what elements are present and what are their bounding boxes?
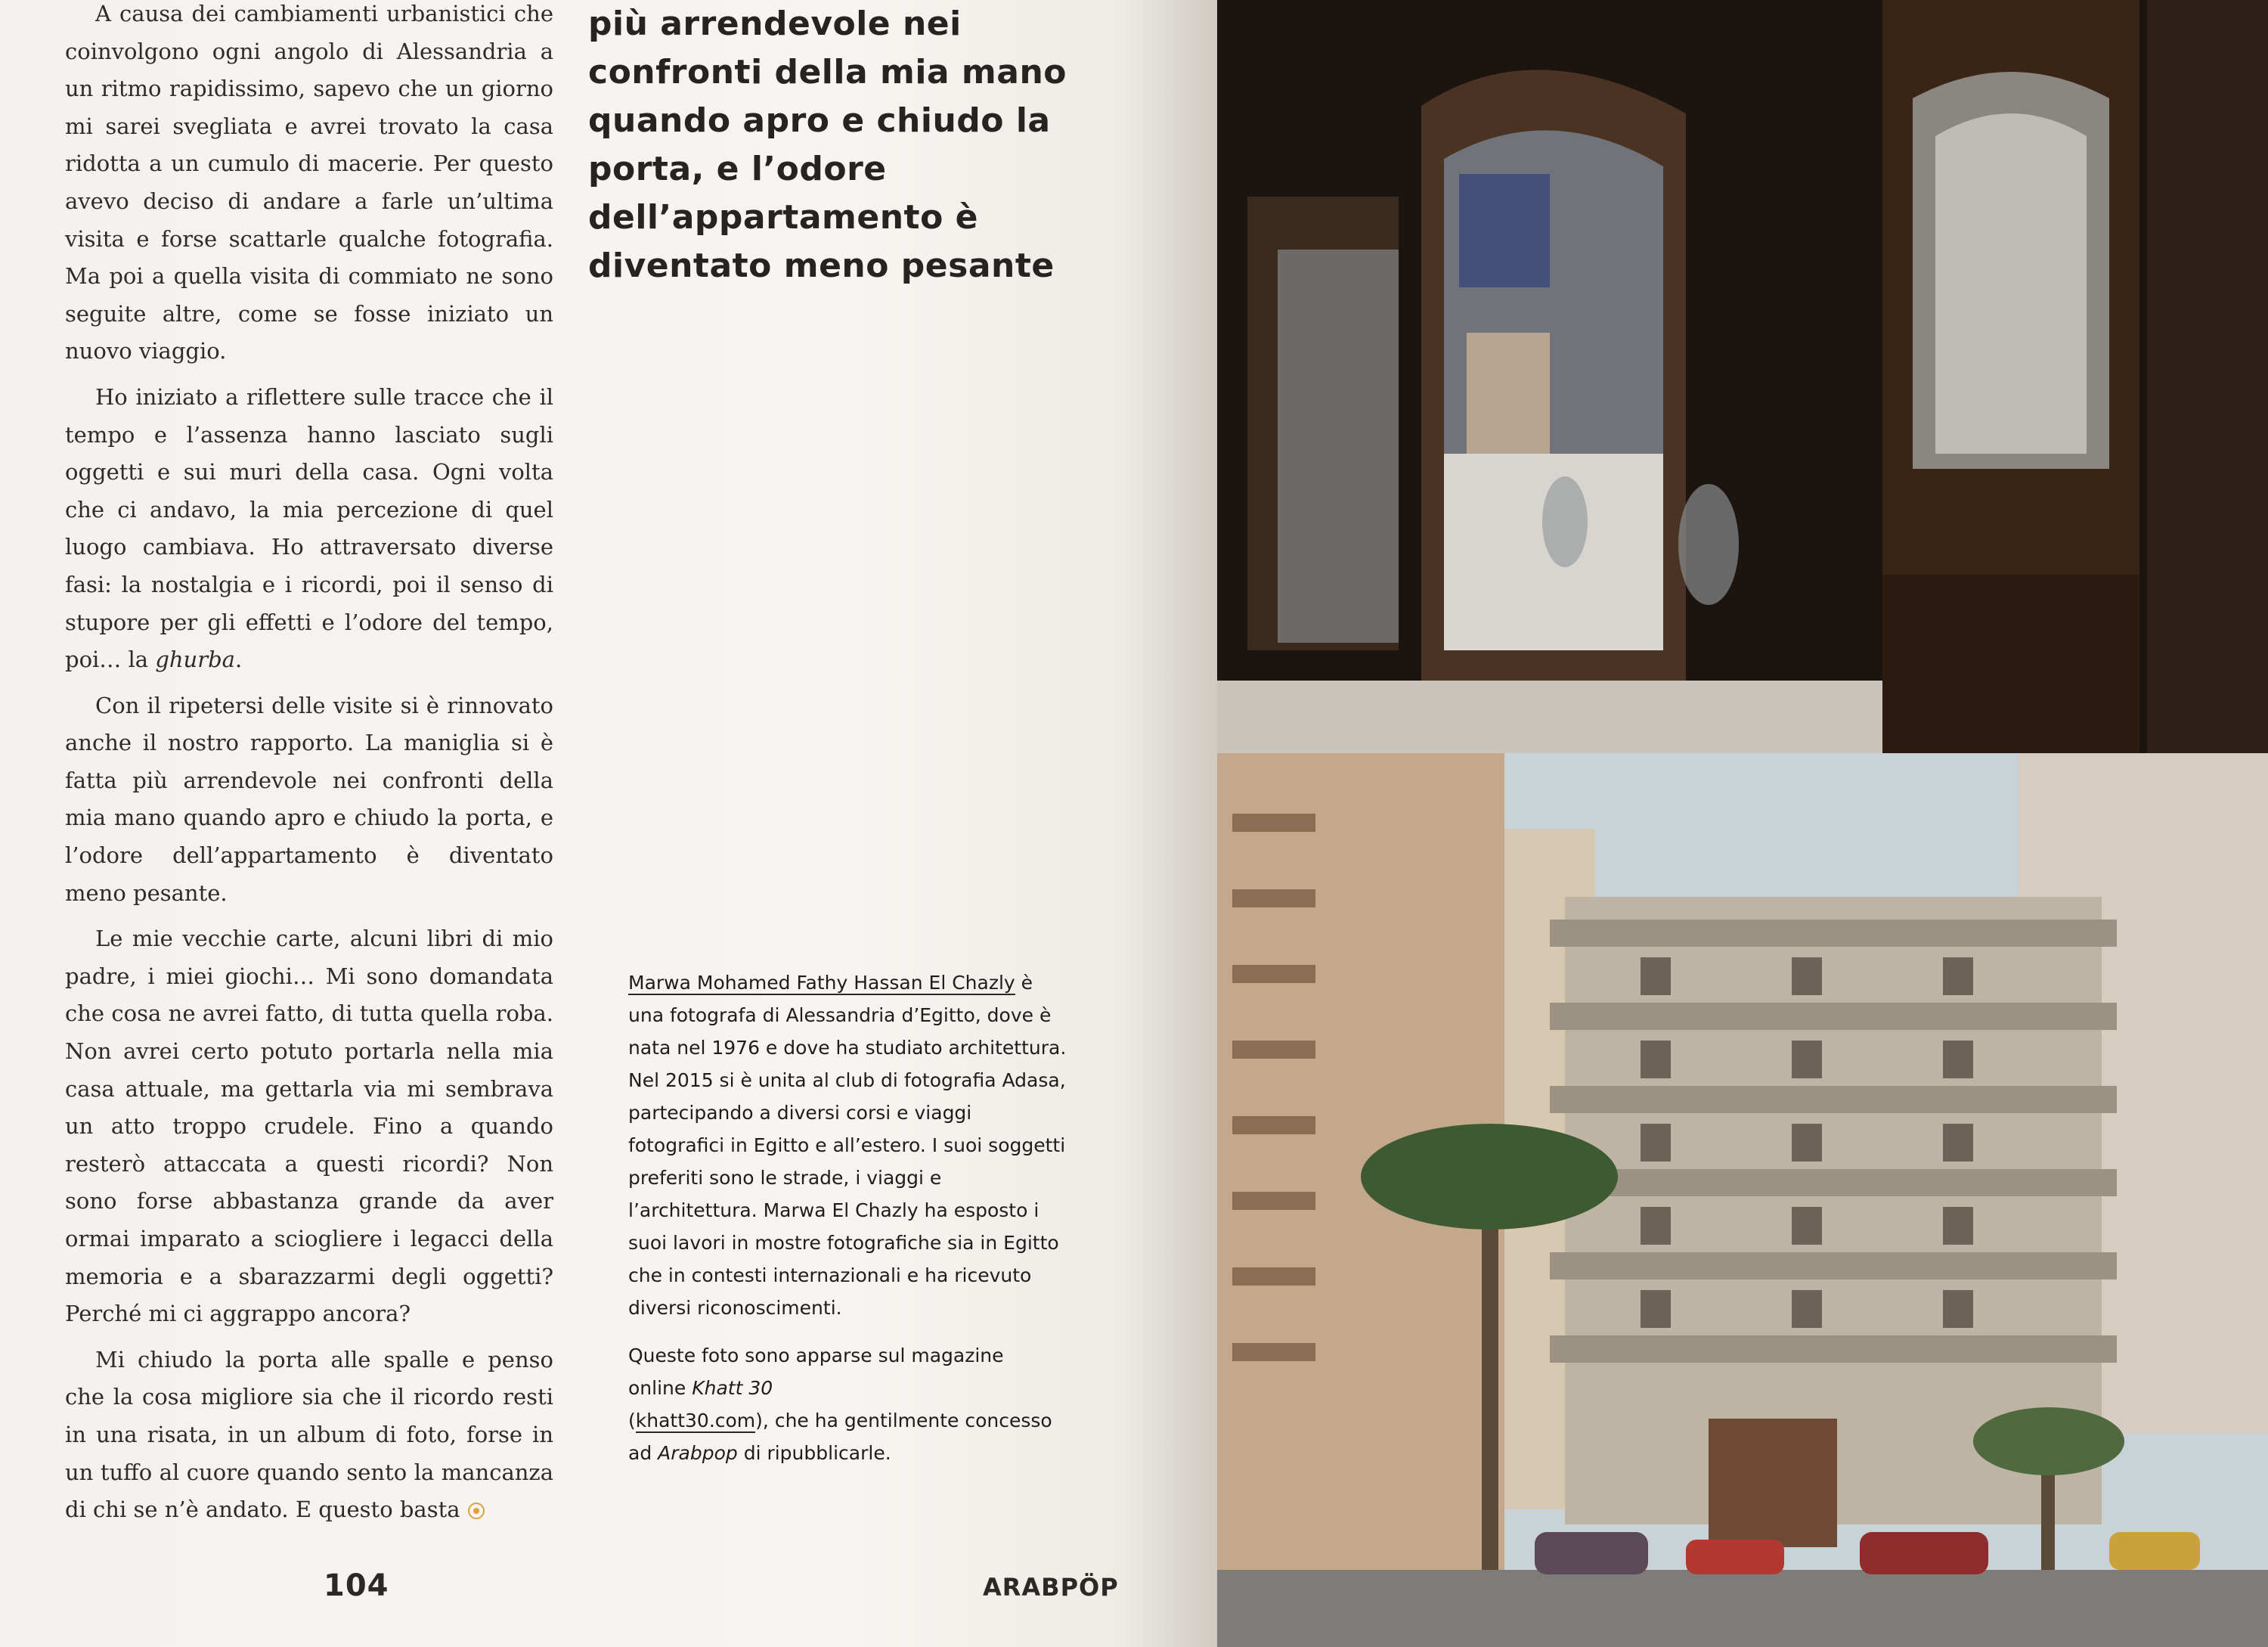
wardrobe-photo-illustration [1217,0,2268,753]
right-page [1217,0,2268,1647]
pull-quote: più arrendevole nei confronti della mia mano quando apro e chiudo la porta, e l’odore dell’appartamento è diventato meno pesante [588,5,1067,285]
brand-logo: ARABPÖP [983,1573,1119,1602]
article-body [65,0,553,1537]
credit-end: di ripubblicarle. [737,1442,891,1464]
paragraph-2-text: Ho iniziato a riflettere sulle tracce che il tempo e l’assenza hanno lasciato sugli oggetti e sui muri della casa. Ogni volta che ci andavo, la mia percezione di quel luogo cambiava. Ho attraversato diverse fasi: la nostalgia e i ricordi, poi il senso di stupore per gli effetti e l’odore del tempo, poi… la ghurba. [65,383,553,673]
credit-paragraph: Queste foto sono apparse sul magazine online Khatt 30 (khatt30.com), che ha gentilmente concesso ad Arabpop di ripubblicarle. [628,1345,1052,1464]
end-of-article-icon [468,1503,485,1519]
credit-mid: ), che ha gentilmente concesso ad [628,1410,1052,1464]
paragraph-5 [65,1341,553,1529]
paragraph-5-text: Mi chiudo la porta alle spalle e penso che la cosa migliore sia che il ricordo resti in una risata, in un album di foto, forse in un tuffo al cuore quando sento la mancanza di chi se n’è andato. E questo basta [65,1346,553,1523]
photo-interior-wardrobe [1217,0,2268,753]
photographer-name: Marwa Mohamed Fathy Hassan El Chazly [628,972,1015,994]
publisher-name: Arabpop [658,1442,738,1464]
photographer-bio [628,966,1067,1484]
paragraph-1: A causa dei cambiamenti urbanistici che coinvolgono ogni angolo di Alessandria a un ritmo rapidissimo, sapevo che un giorno mi sarei svegliata e avrei trovato la casa ridotta a un cumulo di macerie. Per questo avevo deciso di andare a farle un’ultima visita e forse scattarle qualche fotografia. Ma poi a quella visita di commiato ne sono seguite altre, come se fosse iniziato un nuovo viaggio. [65,1,553,364]
magazine-link[interactable]: khatt30.com [635,1410,756,1431]
photo-building-exterior [1217,753,2268,1647]
paragraph-2 [65,379,553,679]
paragraph-3: Con il ripetersi delle visite si è rinnovato anche il nostro rapporto. La maniglia si è fatta più arrendevole nei confronti della mia mano quando apro e chiudo la porta, e l’odore dell’appartamento è diventato meno pesante. [65,692,553,906]
building-photo-illustration [1217,753,2268,1647]
magazine-name: Khatt 30 [692,1377,773,1399]
italic-term: ghurba [155,647,235,673]
credit-start: Queste foto sono apparse sul magazine online [628,1345,1004,1399]
bio-text: è una fotografa di Alessandria d’Egitto, dove è nata nel 1976 e dove ha studiato architettura. Nel 2015 si è unita al club di fotografia Adasa, partecipando a diversi corsi e viaggi fotografici in Egitto e all’estero. I suoi soggetti preferiti sono le strade, i viaggi e l’architettura. Marwa El Chazly ha esposto i suoi lavori in mostre fotografiche sia in Egitto che in contesti internazionali e ha ricevuto diversi riconoscimenti. [628,972,1067,1319]
page-number: 104 [324,1568,389,1603]
paragraph-4: Le mie vecchie carte, alcuni libri di mio padre, i miei giochi… Mi sono domandata che cosa ne avrei fatto, di tutta quella roba. Non avrei certo potuto portarla nella mia casa attuale, ma gettarla via mi sembrava un atto troppo crudele. Fino a quando resterò attaccata a questi ricordi? Non sono forse abbastanza grande da aver ormai imparato a sciogliere i legacci della memoria e a sbarazzarmi degli oggetti? Perché mi ci aggrappo ancora? [65,926,553,1327]
bio-paragraph [628,966,1067,1324]
